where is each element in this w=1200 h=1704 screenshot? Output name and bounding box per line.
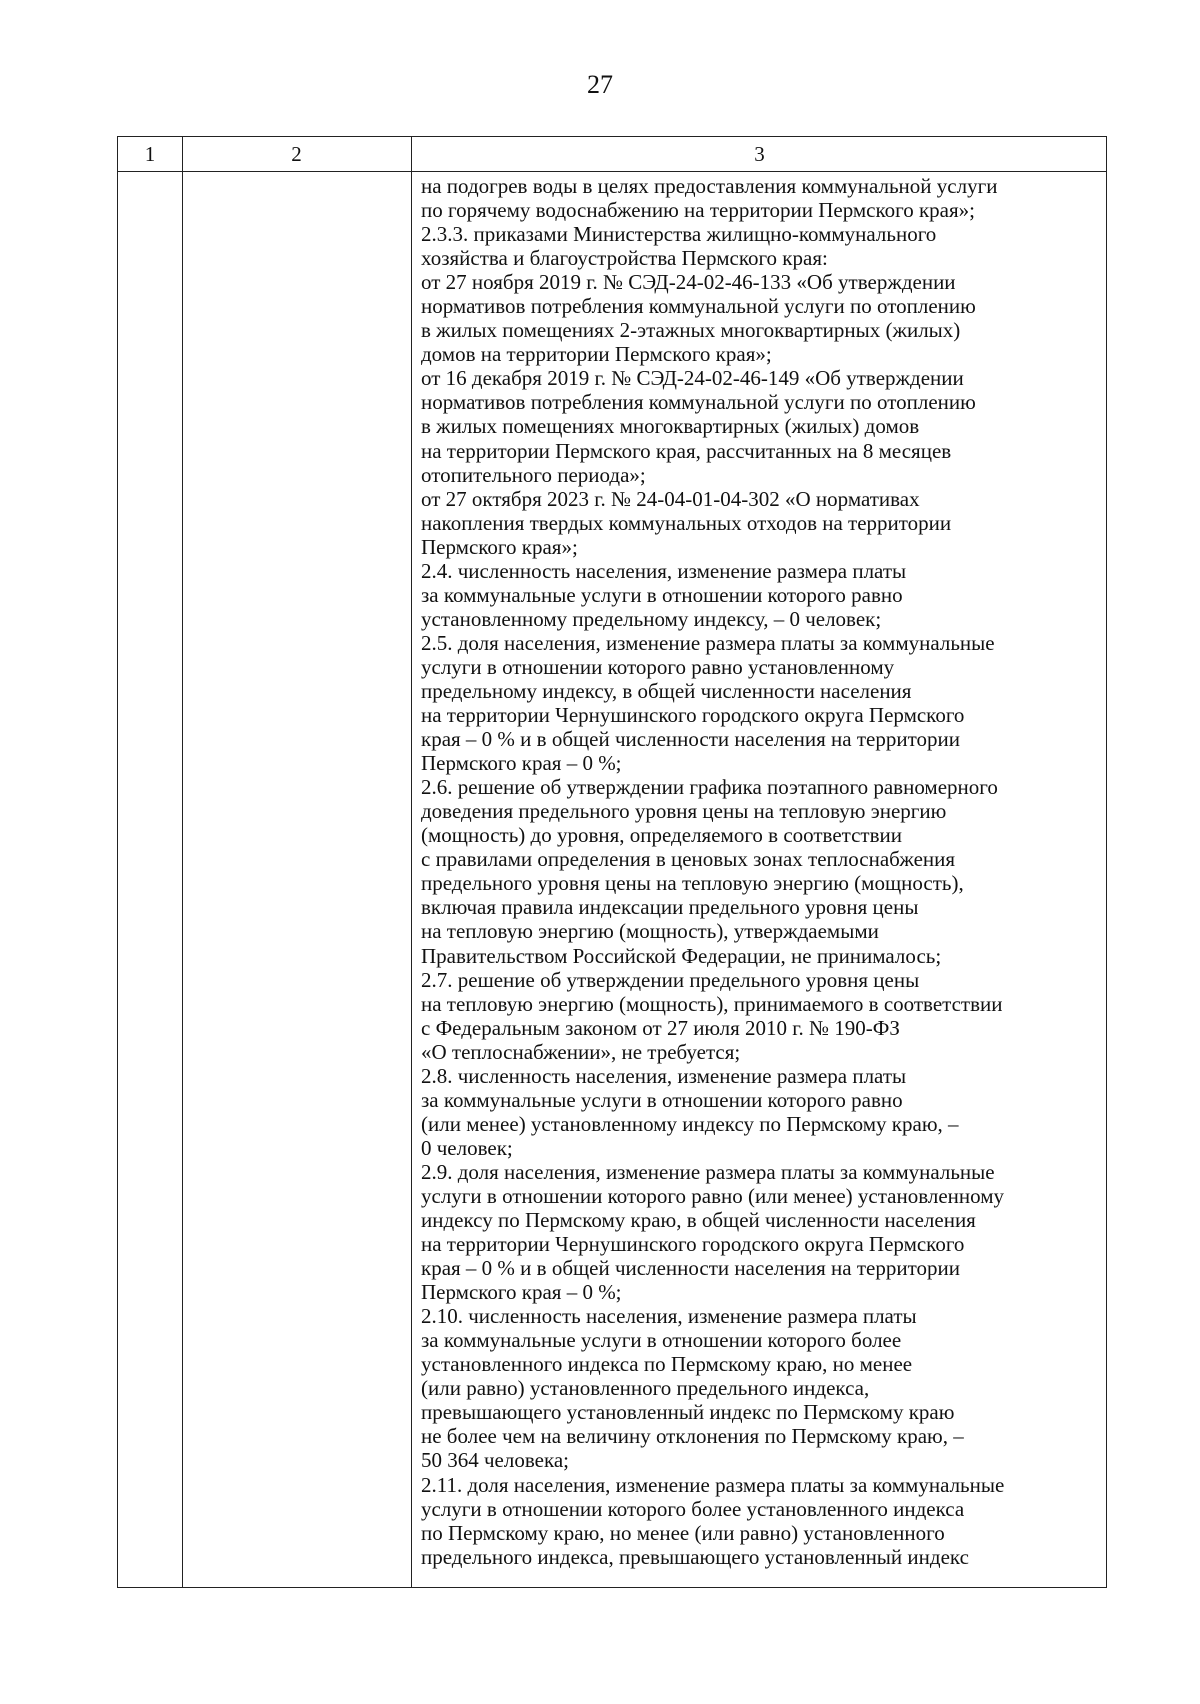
text-line: накопления твердых коммунальных отходов на территории	[421, 510, 952, 535]
text-line: услуги в отношении которого равно (или менее) установленному	[421, 1183, 1005, 1208]
text-line: на подогрев воды в целях предоставления коммунальной услуги	[421, 174, 998, 198]
text-line: «О теплоснабжении», не требуется;	[421, 1039, 741, 1064]
text-line: за коммунальные услуги в отношении которого равно	[421, 582, 903, 607]
text-line: предельному индексу, в общей численности населения	[421, 678, 912, 703]
text-line: 2.9. доля населения, изменение размера платы за коммунальные	[421, 1159, 995, 1184]
text-line: 2.5. доля населения, изменение размера платы за коммунальные	[421, 630, 995, 655]
text-line: хозяйства и благоустройства Пермского края:	[421, 246, 828, 271]
text-line: на территории Чернушинского городского округа Пермского	[421, 703, 965, 728]
text-line: нормативов потребления коммунальной услуги по отоплению	[421, 390, 976, 415]
text-line: не более чем на величину отклонения по Пермскому краю, –	[421, 1424, 964, 1449]
text-line: края – 0 % и в общей численности населения на территории	[421, 1256, 960, 1281]
text-line: индексу по Пермскому краю, в общей численности населения	[421, 1208, 976, 1233]
document-table	[117, 136, 1107, 1588]
text-line: установленного индекса по Пермскому краю, но менее	[421, 1352, 913, 1377]
text-line: 0 человек;	[421, 1135, 513, 1160]
text-line: по Пермскому краю, но менее (или равно) установленного	[421, 1520, 945, 1545]
text-line: превышающего установленный индекс по Пермскому краю	[421, 1400, 955, 1425]
text-line: (или менее) установленному индексу по Пермскому краю, –	[421, 1111, 959, 1136]
column-header-1: 1	[144, 142, 156, 166]
column-divider	[182, 137, 183, 1587]
text-line: 2.10. численность населения, изменение размера платы	[421, 1304, 917, 1329]
text-line: включая правила индексации предельного уровня цены	[421, 895, 919, 920]
text-line: (мощность) до уровня, определяемого в соответствии	[421, 823, 902, 848]
column-3-text	[421, 174, 1107, 1569]
text-line: Правительством Российской Федерации, не принималось;	[421, 943, 942, 968]
text-line: установленному предельному индексу, – 0 человек;	[421, 606, 882, 631]
text-line: отопительного периода»;	[421, 462, 646, 487]
text-line: на территории Чернушинского городского округа Пермского	[421, 1232, 965, 1257]
page-number: 27	[587, 70, 613, 99]
text-line: на территории Пермского края, рассчитанных на 8 месяцев	[421, 438, 952, 463]
text-line: в жилых помещениях 2-этажных многоквартирных (жилых)	[421, 318, 961, 343]
text-line: 2.7. решение об утверждении предельного уровня цены	[421, 967, 920, 992]
text-line: Пермского края»;	[421, 534, 578, 559]
text-line: края – 0 % и в общей численности населения на территории	[421, 727, 960, 752]
text-line: 2.4. численность населения, изменение размера платы	[421, 558, 907, 583]
text-line: 2.8. численность населения, изменение размера платы	[421, 1063, 907, 1088]
text-line: 2.3.3. приказами Министерства жилищно-коммунального	[421, 222, 937, 247]
text-line: за коммунальные услуги в отношении которого более	[421, 1328, 902, 1353]
text-line: услуги в отношении которого более установленного индекса	[421, 1496, 965, 1521]
text-line: нормативов потребления коммунальной услуги по отоплению	[421, 294, 976, 319]
text-line: с Федеральным законом от 27 июля 2010 г. № 190-ФЗ	[421, 1015, 900, 1040]
text-line: Пермского края – 0 %;	[421, 751, 622, 776]
column-divider	[411, 137, 412, 1587]
column-header-2: 2	[291, 142, 302, 166]
text-line: доведения предельного уровня цены на тепловую энергию	[421, 799, 947, 824]
header-divider	[118, 171, 1106, 172]
text-line: от 16 декабря 2019 г. № СЭД-24-02-46-149 «Об утверждении	[421, 366, 964, 391]
text-line: с правилами определения в ценовых зонах теплоснабжения	[421, 847, 956, 872]
text-line: 50 364 человека;	[421, 1448, 570, 1473]
text-line: от 27 октября 2023 г. № 24-04-01-04-302 «О нормативах	[421, 486, 920, 511]
text-line: на тепловую энергию (мощность), принимаемого в соответствии	[421, 991, 1003, 1016]
text-line: 2.11. доля населения, изменение размера платы за коммунальные	[421, 1472, 1005, 1497]
text-line: услуги в отношении которого равно установленному	[421, 654, 895, 679]
column-header-3: 3	[754, 142, 765, 166]
text-line: за коммунальные услуги в отношении которого равно	[421, 1087, 903, 1112]
text-line: в жилых помещениях многоквартирных (жилых) домов	[421, 414, 920, 439]
text-line: предельного уровня цены на тепловую энергию (мощность),	[421, 871, 964, 896]
text-line: по горячему водоснабжению на территории Пермского края»;	[421, 198, 975, 223]
text-line: домов на территории Пермского края»;	[421, 342, 772, 367]
text-line: предельного индекса, превышающего установленный индекс	[421, 1544, 969, 1569]
text-line: (или равно) установленного предельного индекса,	[421, 1376, 870, 1401]
text-line: на тепловую энергию (мощность), утверждаемыми	[421, 919, 879, 944]
text-line: от 27 ноября 2019 г. № СЭД-24-02-46-133 «Об утверждении	[421, 270, 956, 295]
text-line: Пермского края – 0 %;	[421, 1280, 622, 1305]
text-line: 2.6. решение об утверждении графика поэтапного равномерного	[421, 775, 998, 800]
